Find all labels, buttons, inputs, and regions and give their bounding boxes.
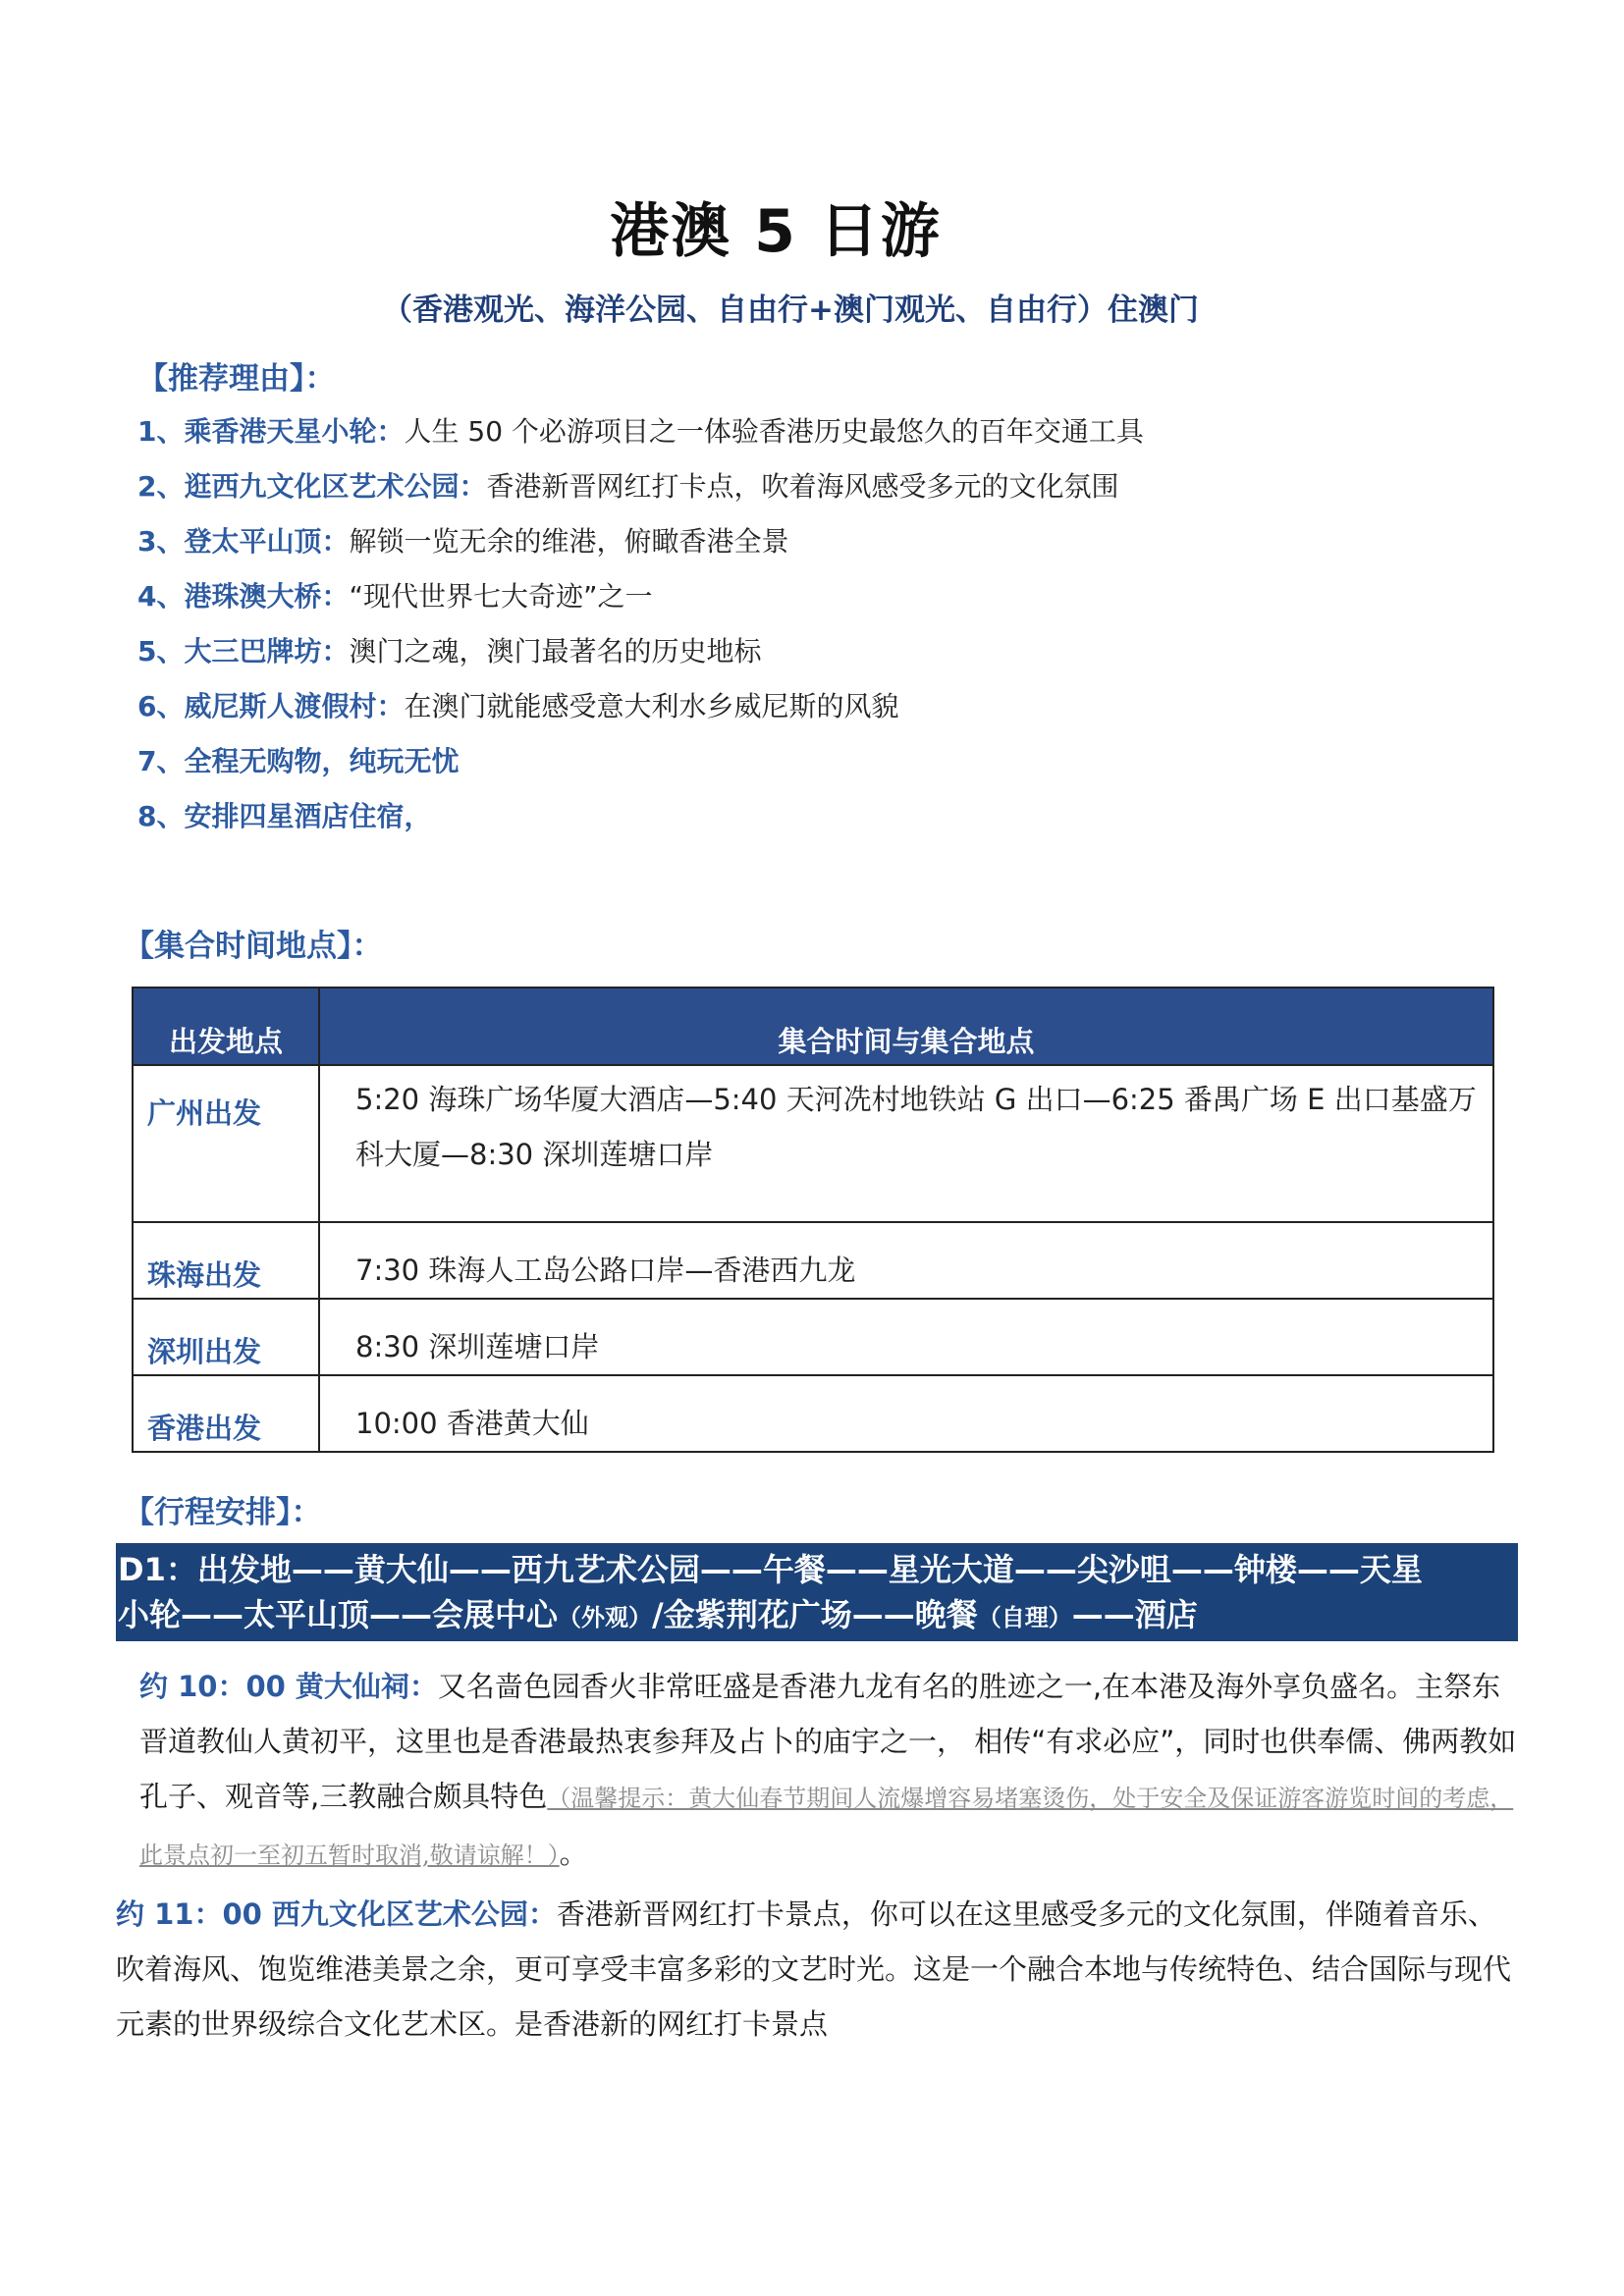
itinerary-heading: 【行程安排】： bbox=[124, 1495, 322, 1530]
recommend-list bbox=[137, 412, 1532, 852]
west-kowloon-lead: 约 11：00 西九文化区艺术公园： bbox=[116, 1897, 557, 1931]
recommend-item-key: 1、乘香港天星小轮： bbox=[137, 415, 405, 448]
place-cell: 香港出发 bbox=[133, 1375, 319, 1452]
wong-tai-sin-lead: 约 10：00 黄大仙祠： bbox=[139, 1670, 438, 1703]
west-kowloon-paragraph bbox=[116, 1887, 1518, 2052]
recommend-heading: 【推荐理由】： bbox=[137, 361, 336, 397]
info-cell: 8:30 深圳莲塘口岸 bbox=[319, 1299, 1493, 1375]
table-header-row bbox=[133, 988, 1493, 1065]
table-row bbox=[133, 1375, 1493, 1452]
column-header-info: 集合时间与集合地点 bbox=[319, 988, 1493, 1065]
table-row bbox=[133, 1299, 1493, 1375]
recommend-item-key: 5、大三巴牌坊： bbox=[137, 635, 350, 667]
info-cell: 7:30 珠海人工岛公路口岸—香港西九龙 bbox=[319, 1222, 1493, 1299]
recommend-item bbox=[137, 412, 1532, 467]
recommend-item-desc: 解锁一览无余的维港，俯瞰香港全景 bbox=[349, 525, 789, 558]
page-subtitle: （香港观光、海洋公园、自由行+澳门观光、自由行）住澳门 bbox=[382, 293, 1199, 328]
wong-tai-sin-end: 。 bbox=[559, 1837, 588, 1870]
wong-tai-sin-paragraph bbox=[139, 1659, 1518, 1883]
recommend-item bbox=[137, 467, 1532, 522]
recommend-item-key: 3、登太平山顶： bbox=[137, 525, 350, 558]
day1-route-segment: 小轮——太平山顶——会展中心 bbox=[118, 1596, 559, 1633]
recommend-item-desc: 在澳门就能感受意大利水乡威尼斯的风貌 bbox=[404, 690, 899, 722]
recommend-item bbox=[137, 797, 1532, 852]
meeting-table bbox=[132, 987, 1494, 1453]
table-row bbox=[133, 1065, 1493, 1222]
recommend-item bbox=[137, 742, 1532, 797]
recommend-item bbox=[137, 522, 1532, 577]
table-row bbox=[133, 1222, 1493, 1299]
day1-route-bar bbox=[116, 1543, 1518, 1641]
recommend-item-desc: “现代世界七大奇迹”之一 bbox=[349, 580, 653, 613]
day1-route-note: （自理） bbox=[977, 1604, 1072, 1631]
info-cell: 5:20 海珠广场华厦大酒店—5:40 天河冼村地铁站 G 出口—6:25 番禺广场 E 出口基盛万科大厦—8:30 深圳莲塘口岸 bbox=[319, 1065, 1493, 1222]
meeting-heading: 【集合时间地点】： bbox=[124, 929, 383, 964]
recommend-item-key: 4、港珠澳大桥： bbox=[137, 580, 350, 613]
column-header-place: 出发地点 bbox=[133, 988, 319, 1065]
recommend-item bbox=[137, 577, 1532, 632]
west-kowloon-text: 香港新晋网红打卡景点，你可以在这里感受多元的文化氛围，伴随着音乐、吹着海风、饱览维港美景之余，更可享受丰富多彩的文艺时光。这是一个融合本地与传统特色、结合国际与现代元素的世界级综合文化艺术区。是香港新的网红打卡景点 bbox=[116, 1897, 1512, 2041]
recommend-item bbox=[137, 687, 1532, 742]
wong-tai-sin-note: （温馨提示：黄大仙春节期间人流爆增容易堵塞烫伤，处于安全及保证游客游览时间的考虑，此景点初一至初五暂时取消,敬请谅解！） bbox=[139, 1785, 1514, 1869]
day1-route-line2 bbox=[118, 1592, 1514, 1640]
recommend-item-desc: 香港新晋网红打卡点，吹着海风感受多元的文化氛围 bbox=[486, 470, 1119, 503]
page-title: 港澳 5 日游 bbox=[610, 197, 942, 266]
info-cell: 10:00 香港黄大仙 bbox=[319, 1375, 1493, 1452]
day1-route-line1: D1：出发地——黄大仙——西九艺术公园——午餐——星光大道——尖沙咀——钟楼——天星 bbox=[118, 1551, 1423, 1588]
recommend-item-key: 7、全程无购物，纯玩无忧 bbox=[137, 745, 460, 777]
wong-tai-sin-text: 又名啬色园香火非常旺盛是香港九龙有名的胜迹之一,在本港及海外享负盛名。主祭东晋道教仙人黄初平，这里也是香港最热衷参拜及占卜的庙宇之一， 相传“有求必应”，同时也供奉儒、佛两教如孔子、观音等,三教融合颇具特色 bbox=[139, 1670, 1517, 1813]
place-cell: 珠海出发 bbox=[133, 1222, 319, 1299]
day1-route-note: （外观） bbox=[558, 1604, 653, 1631]
recommend-item-key: 2、逛西九文化区艺术公园： bbox=[137, 470, 487, 503]
recommend-item-desc: 人生 50 个必游项目之一体验香港历史最悠久的百年交通工具 bbox=[404, 415, 1144, 448]
recommend-item-desc: 澳门之魂，澳门最著名的历史地标 bbox=[349, 635, 762, 667]
day1-route-segment: /金紫荆花广场——晚餐 bbox=[652, 1596, 978, 1633]
place-cell: 广州出发 bbox=[133, 1065, 319, 1222]
recommend-item-key: 6、威尼斯人渡假村： bbox=[137, 690, 405, 722]
recommend-item bbox=[137, 632, 1532, 687]
day1-route-segment: ——酒店 bbox=[1071, 1596, 1198, 1633]
place-cell: 深圳出发 bbox=[133, 1299, 319, 1375]
recommend-item-key: 8、安排四星酒店住宿， bbox=[137, 800, 432, 832]
